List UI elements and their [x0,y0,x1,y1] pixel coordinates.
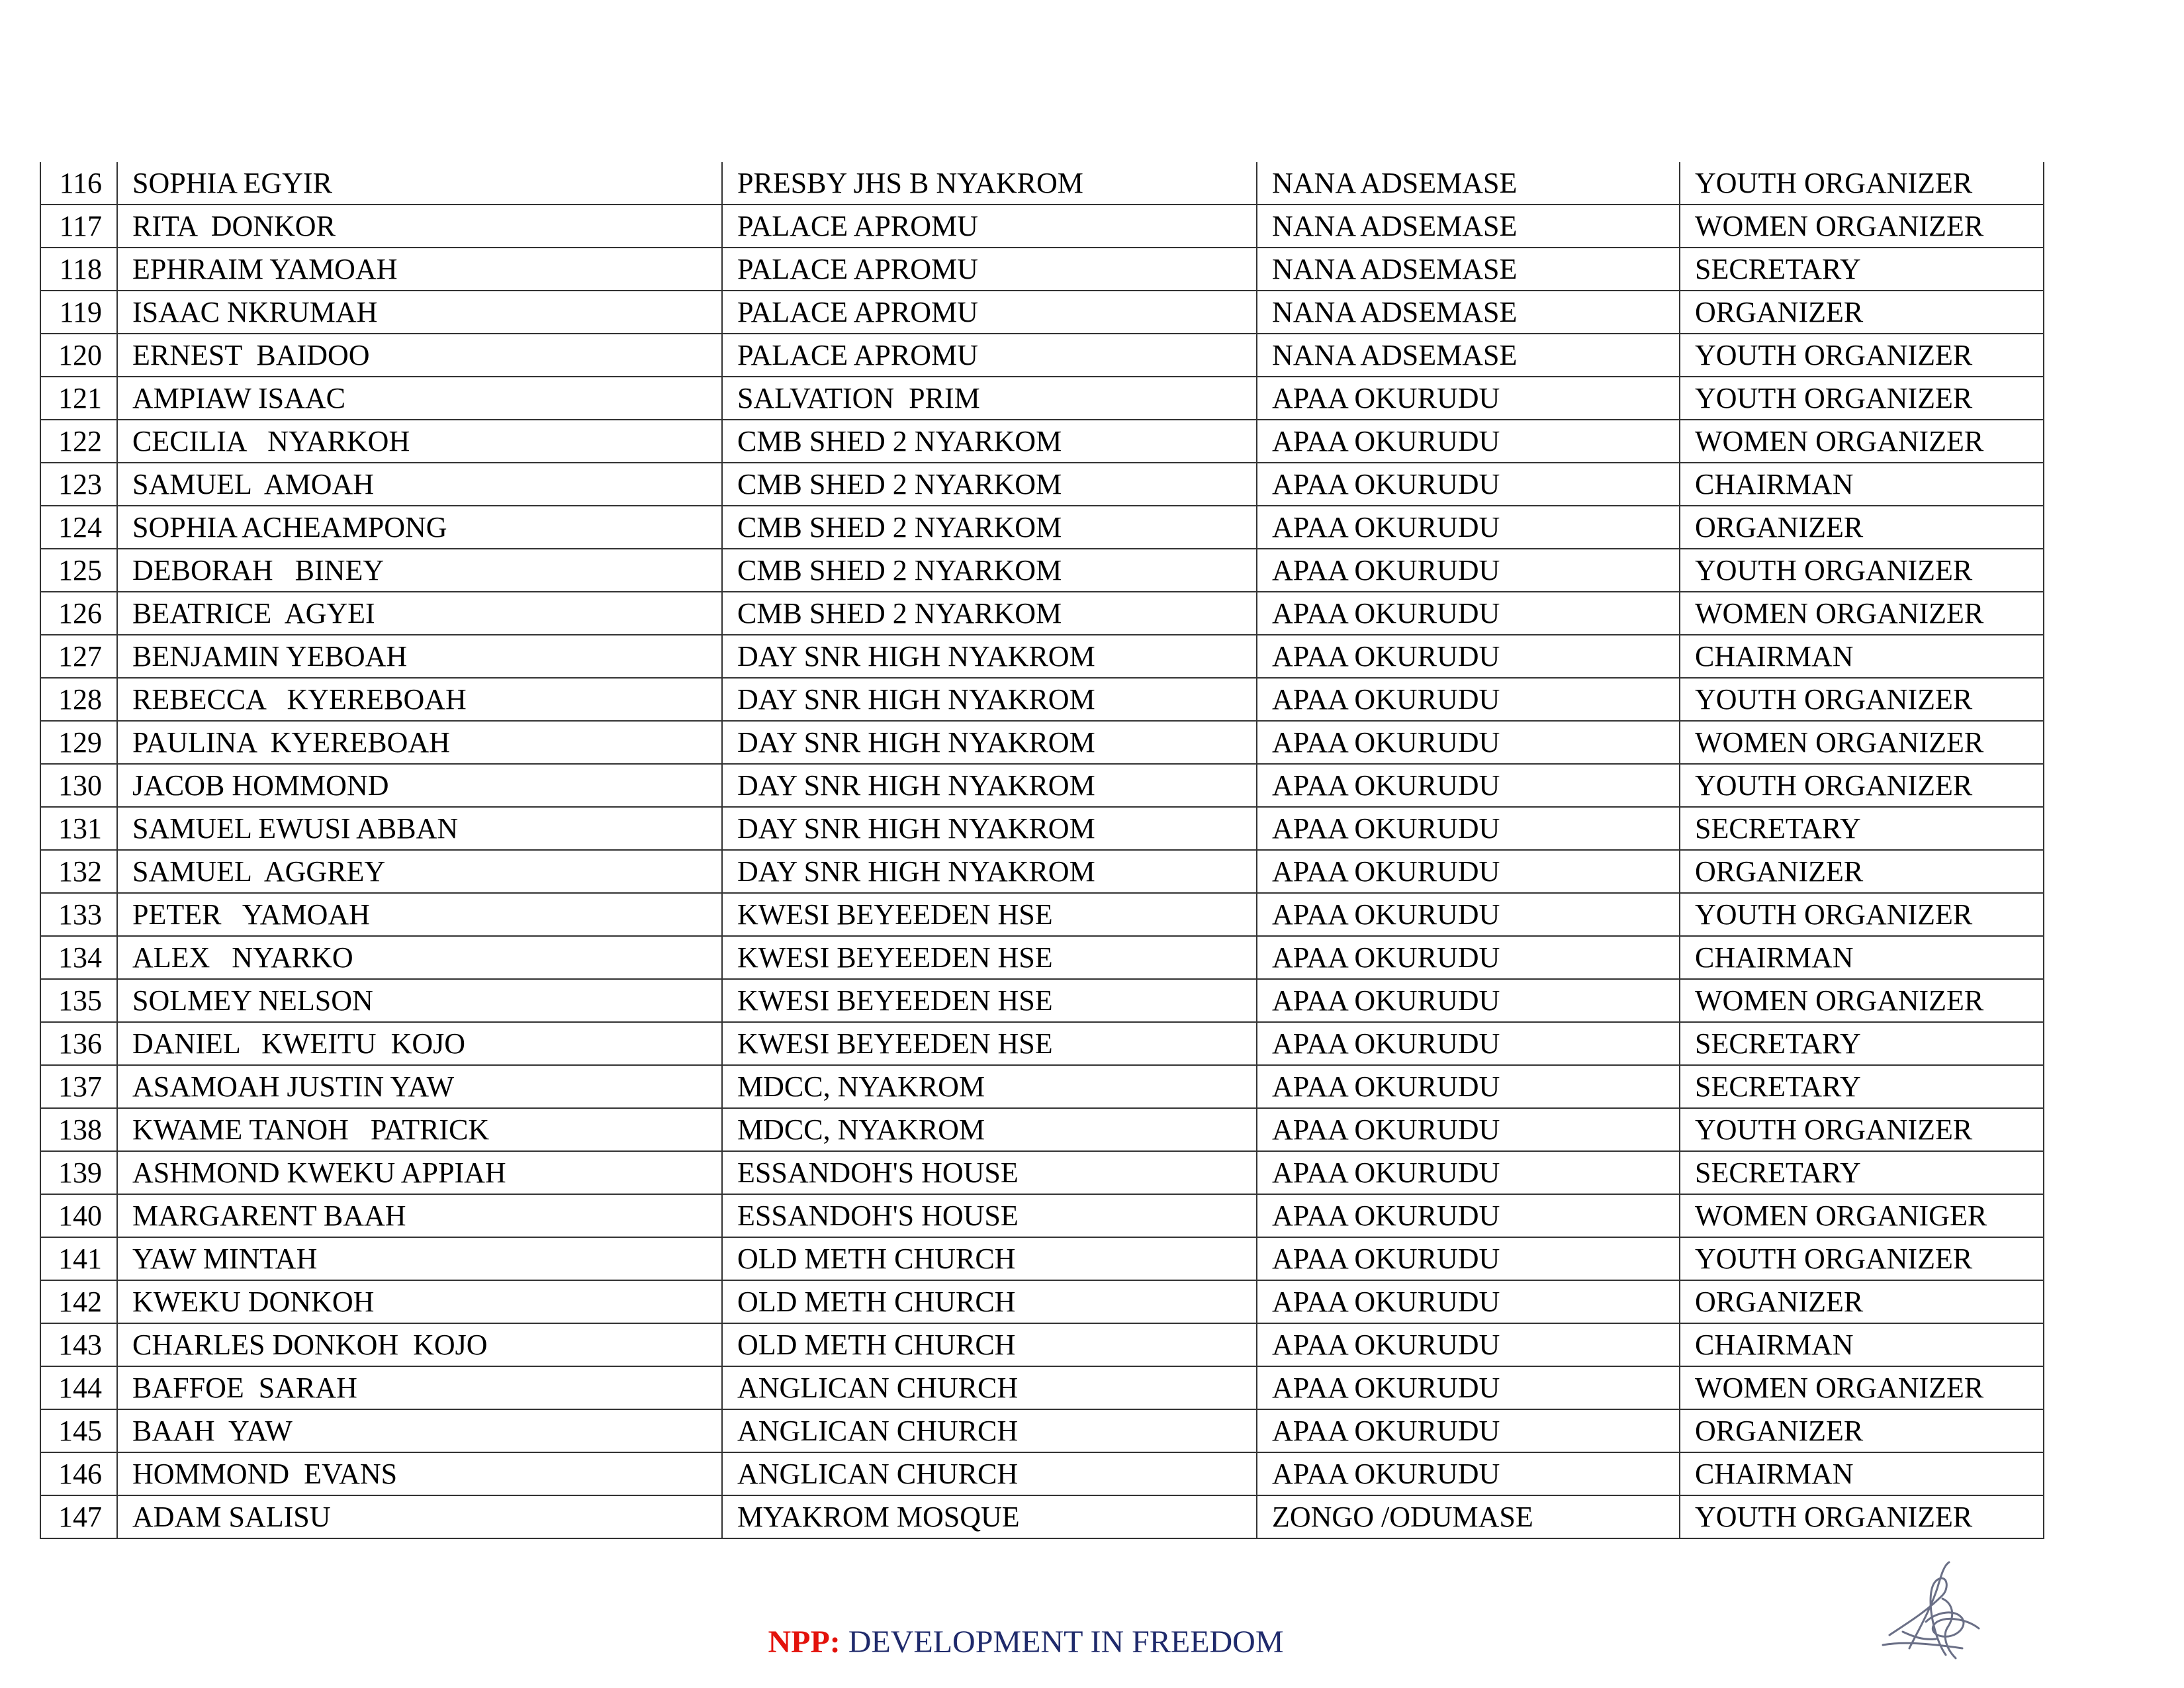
table-row [40,1151,2044,1194]
cell-name: SAMUEL AMOAH [117,463,722,506]
cell-polling-station: CMB SHED 2 NYARKOM [722,506,1257,549]
cell-name: REBECCA KYEREBOAH [117,678,722,721]
cell-name: ASHMOND KWEKU APPIAH [117,1151,722,1194]
cell-polling-station: MDCC, NYAKROM [722,1108,1257,1151]
cell-position: CHAIRMAN [1680,1323,2044,1366]
cell-position: ORGANIZER [1680,506,2044,549]
table-row [40,764,2044,807]
cell-number: 146 [40,1452,117,1495]
cell-name: PAULINA KYEREBOAH [117,721,722,764]
cell-position: ORGANIZER [1680,291,2044,334]
table-row [40,1108,2044,1151]
cell-position: WOMEN ORGANIZER [1680,420,2044,463]
table-row [40,1280,2044,1323]
cell-name: SAMUEL EWUSI ABBAN [117,807,722,850]
cell-number: 133 [40,893,117,936]
cell-number: 129 [40,721,117,764]
cell-number: 122 [40,420,117,463]
cell-position: WOMEN ORGANIZER [1680,979,2044,1022]
cell-area: APAA OKURUDU [1257,807,1680,850]
cell-name: JACOB HOMMOND [117,764,722,807]
cell-polling-station: DAY SNR HIGH NYAKROM [722,807,1257,850]
cell-position: CHAIRMAN [1680,936,2044,979]
cell-polling-station: DAY SNR HIGH NYAKROM [722,678,1257,721]
table-row [40,1409,2044,1452]
cell-number: 132 [40,850,117,893]
table-row [40,248,2044,291]
cell-name: KWEKU DONKOH [117,1280,722,1323]
cell-position: CHAIRMAN [1680,1452,2044,1495]
cell-number: 131 [40,807,117,850]
cell-area: APAA OKURUDU [1257,549,1680,592]
cell-position: SECRETARY [1680,1065,2044,1108]
cell-position: WOMEN ORGANIGER [1680,1194,2044,1237]
cell-name: ADAM SALISU [117,1495,722,1538]
table-row [40,592,2044,635]
table-row [40,420,2044,463]
cell-area: APAA OKURUDU [1257,592,1680,635]
cell-number: 117 [40,205,117,248]
cell-number: 128 [40,678,117,721]
cell-area: APAA OKURUDU [1257,1237,1680,1280]
cell-number: 123 [40,463,117,506]
cell-area: APAA OKURUDU [1257,979,1680,1022]
cell-area: APAA OKURUDU [1257,377,1680,420]
cell-position: YOUTH ORGANIZER [1680,1495,2044,1538]
cell-number: 138 [40,1108,117,1151]
cell-name: MARGARENT BAAH [117,1194,722,1237]
cell-number: 124 [40,506,117,549]
cell-area: APAA OKURUDU [1257,1022,1680,1065]
cell-name: DEBORAH BINEY [117,549,722,592]
cell-name: ISAAC NKRUMAH [117,291,722,334]
cell-polling-station: ANGLICAN CHURCH [722,1452,1257,1495]
cell-name: CHARLES DONKOH KOJO [117,1323,722,1366]
cell-number: 125 [40,549,117,592]
cell-polling-station: KWESI BEYEEDEN HSE [722,936,1257,979]
cell-name: ALEX NYARKO [117,936,722,979]
cell-name: CECILIA NYARKOH [117,420,722,463]
cell-polling-station: OLD METH CHURCH [722,1323,1257,1366]
cell-area: APAA OKURUDU [1257,678,1680,721]
cell-position: YOUTH ORGANIZER [1680,549,2044,592]
cell-polling-station: PALACE APROMU [722,334,1257,377]
cell-name: ASAMOAH JUSTIN YAW [117,1065,722,1108]
cell-name: DANIEL KWEITU KOJO [117,1022,722,1065]
cell-number: 116 [40,162,117,205]
cell-area: NANA ADSEMASE [1257,291,1680,334]
cell-number: 147 [40,1495,117,1538]
table-row [40,334,2044,377]
cell-position: WOMEN ORGANIZER [1680,1366,2044,1409]
cell-position: YOUTH ORGANIZER [1680,893,2044,936]
cell-area: APAA OKURUDU [1257,1065,1680,1108]
cell-polling-station: ESSANDOH'S HOUSE [722,1151,1257,1194]
cell-area: APAA OKURUDU [1257,1452,1680,1495]
cell-polling-station: MDCC, NYAKROM [722,1065,1257,1108]
footer-party-label: NPP: [768,1624,841,1660]
cell-position: ORGANIZER [1680,850,2044,893]
cell-position: YOUTH ORGANIZER [1680,764,2044,807]
cell-name: SOPHIA EGYIR [117,162,722,205]
cell-area: APAA OKURUDU [1257,1366,1680,1409]
cell-name: BENJAMIN YEBOAH [117,635,722,678]
cell-polling-station: KWESI BEYEEDEN HSE [722,979,1257,1022]
cell-polling-station: ANGLICAN CHURCH [722,1366,1257,1409]
cell-number: 120 [40,334,117,377]
officers-table-body [40,162,2044,1538]
cell-number: 140 [40,1194,117,1237]
cell-area: APAA OKURUDU [1257,1409,1680,1452]
cell-number: 137 [40,1065,117,1108]
cell-number: 141 [40,1237,117,1280]
cell-name: ERNEST BAIDOO [117,334,722,377]
cell-name: SAMUEL AGGREY [117,850,722,893]
officers-table [40,162,2044,1539]
cell-number: 135 [40,979,117,1022]
footer-slogan [0,1624,2052,1660]
cell-name: RITA DONKOR [117,205,722,248]
cell-name: AMPIAW ISAAC [117,377,722,420]
cell-name: KWAME TANOH PATRICK [117,1108,722,1151]
cell-area: APAA OKURUDU [1257,893,1680,936]
cell-name: BAAH YAW [117,1409,722,1452]
table-row [40,1366,2044,1409]
cell-number: 127 [40,635,117,678]
cell-name: BEATRICE AGYEI [117,592,722,635]
table-row [40,506,2044,549]
cell-number: 119 [40,291,117,334]
cell-polling-station: PRESBY JHS B NYAKROM [722,162,1257,205]
cell-position: YOUTH ORGANIZER [1680,334,2044,377]
cell-position: SECRETARY [1680,807,2044,850]
cell-position: ORGANIZER [1680,1280,2044,1323]
cell-area: ZONGO /ODUMASE [1257,1495,1680,1538]
cell-polling-station: SALVATION PRIM [722,377,1257,420]
cell-number: 139 [40,1151,117,1194]
table-row [40,1452,2044,1495]
cell-position: YOUTH ORGANIZER [1680,1108,2044,1151]
table-row [40,1065,2044,1108]
signature-icon [1863,1549,1989,1671]
table-row [40,1194,2044,1237]
cell-polling-station: CMB SHED 2 NYARKOM [722,420,1257,463]
cell-area: APAA OKURUDU [1257,420,1680,463]
table-row [40,635,2044,678]
cell-polling-station: PALACE APROMU [722,291,1257,334]
table-row [40,377,2044,420]
cell-area: APAA OKURUDU [1257,463,1680,506]
cell-number: 143 [40,1323,117,1366]
cell-area: NANA ADSEMASE [1257,334,1680,377]
cell-position: SECRETARY [1680,1151,2044,1194]
cell-polling-station: OLD METH CHURCH [722,1280,1257,1323]
cell-area: APAA OKURUDU [1257,936,1680,979]
cell-polling-station: DAY SNR HIGH NYAKROM [722,764,1257,807]
cell-number: 118 [40,248,117,291]
cell-polling-station: DAY SNR HIGH NYAKROM [722,850,1257,893]
cell-position: SECRETARY [1680,248,2044,291]
cell-position: SECRETARY [1680,1022,2044,1065]
cell-area: APAA OKURUDU [1257,1280,1680,1323]
cell-position: WOMEN ORGANIZER [1680,721,2044,764]
table-row [40,1495,2044,1538]
cell-area: APAA OKURUDU [1257,850,1680,893]
cell-name: SOLMEY NELSON [117,979,722,1022]
cell-area: NANA ADSEMASE [1257,162,1680,205]
table-row [40,1323,2044,1366]
cell-position: YOUTH ORGANIZER [1680,162,2044,205]
cell-polling-station: CMB SHED 2 NYARKOM [722,549,1257,592]
table-row [40,979,2044,1022]
cell-name: SOPHIA ACHEAMPONG [117,506,722,549]
cell-name: HOMMOND EVANS [117,1452,722,1495]
cell-number: 142 [40,1280,117,1323]
cell-polling-station: PALACE APROMU [722,248,1257,291]
cell-area: NANA ADSEMASE [1257,248,1680,291]
table-row [40,1237,2044,1280]
cell-position: CHAIRMAN [1680,635,2044,678]
cell-polling-station: OLD METH CHURCH [722,1237,1257,1280]
cell-position: YOUTH ORGANIZER [1680,1237,2044,1280]
cell-position: WOMEN ORGANIZER [1680,592,2044,635]
table-row [40,721,2044,764]
footer-slogan-text: DEVELOPMENT IN FREEDOM [840,1624,1284,1660]
cell-position: ORGANIZER [1680,1409,2044,1452]
cell-polling-station: CMB SHED 2 NYARKOM [722,592,1257,635]
cell-polling-station: CMB SHED 2 NYARKOM [722,463,1257,506]
table-row [40,807,2044,850]
cell-position: YOUTH ORGANIZER [1680,678,2044,721]
cell-area: APAA OKURUDU [1257,1323,1680,1366]
cell-area: APAA OKURUDU [1257,506,1680,549]
cell-number: 144 [40,1366,117,1409]
cell-polling-station: DAY SNR HIGH NYAKROM [722,721,1257,764]
cell-polling-station: KWESI BEYEEDEN HSE [722,893,1257,936]
cell-area: APAA OKURUDU [1257,764,1680,807]
table-row [40,463,2044,506]
table-row [40,936,2044,979]
cell-polling-station: ANGLICAN CHURCH [722,1409,1257,1452]
cell-area: NANA ADSEMASE [1257,205,1680,248]
table-row [40,162,2044,205]
cell-area: APAA OKURUDU [1257,635,1680,678]
cell-area: APAA OKURUDU [1257,1194,1680,1237]
cell-polling-station: MYAKROM MOSQUE [722,1495,1257,1538]
cell-number: 121 [40,377,117,420]
cell-area: APAA OKURUDU [1257,1108,1680,1151]
cell-polling-station: DAY SNR HIGH NYAKROM [722,635,1257,678]
cell-number: 126 [40,592,117,635]
cell-polling-station: ESSANDOH'S HOUSE [722,1194,1257,1237]
cell-number: 134 [40,936,117,979]
cell-number: 130 [40,764,117,807]
cell-area: APAA OKURUDU [1257,721,1680,764]
cell-name: EPHRAIM YAMOAH [117,248,722,291]
cell-number: 145 [40,1409,117,1452]
cell-number: 136 [40,1022,117,1065]
cell-area: APAA OKURUDU [1257,1151,1680,1194]
table-row [40,549,2044,592]
table-row [40,678,2044,721]
table-row [40,1022,2044,1065]
table-row [40,850,2044,893]
cell-position: WOMEN ORGANIZER [1680,205,2044,248]
table-row [40,291,2044,334]
cell-position: YOUTH ORGANIZER [1680,377,2044,420]
cell-name: PETER YAMOAH [117,893,722,936]
cell-name: YAW MINTAH [117,1237,722,1280]
cell-polling-station: PALACE APROMU [722,205,1257,248]
cell-name: BAFFOE SARAH [117,1366,722,1409]
cell-position: CHAIRMAN [1680,463,2044,506]
table-row [40,205,2044,248]
cell-polling-station: KWESI BEYEEDEN HSE [722,1022,1257,1065]
table-row [40,893,2044,936]
